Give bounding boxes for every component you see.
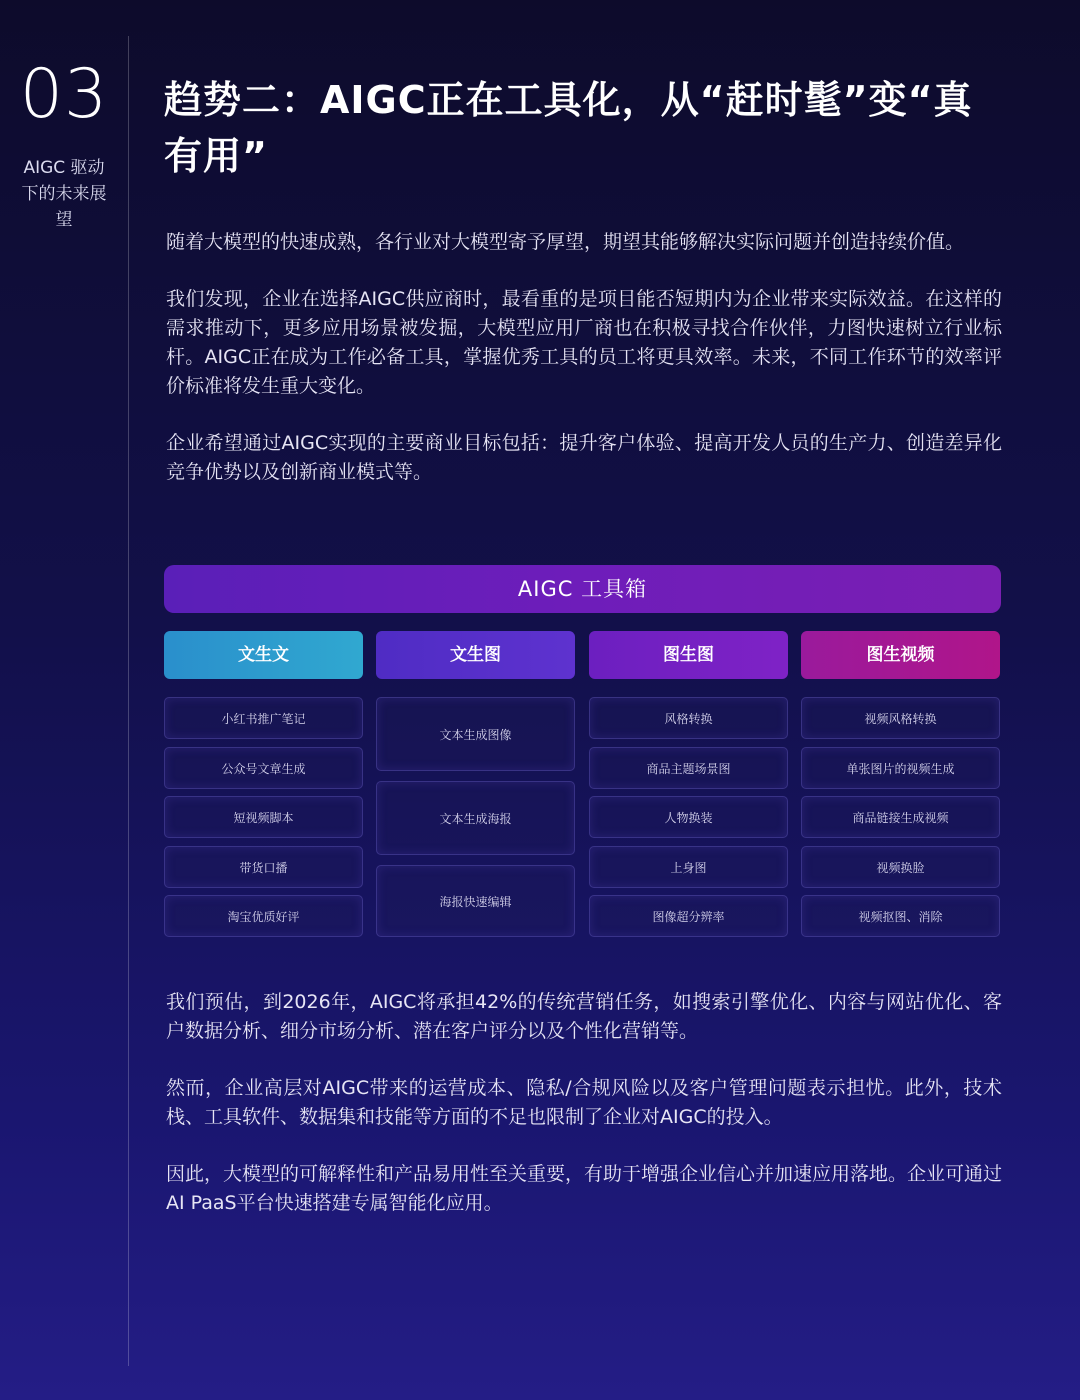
paragraph: 我们发现，企业在选择AIGC供应商时，最看重的是项目能否短期内为企业带来实际效益。在这样的需求推动下，更多应用场景被发掘，大模型应用厂商也在积极寻找合作伙伴，力图快速树立行业标杆。AIGC正在成为工作必备工具，掌握优秀工具的员工将更具效率。未来，不同工作环节的效率评价标准将发生重大变化。 xyxy=(166,288,1002,397)
outlook-text xyxy=(166,988,1002,1246)
paragraph: 随着大模型的快速成熟，各行业对大模型寄予厚望，期望其能够解决实际问题并创造持续价值。 xyxy=(166,231,965,253)
column-header: 文生文 xyxy=(164,631,363,679)
section-number: 03 xyxy=(19,55,109,134)
paragraph: 然而，企业高层对AIGC带来的运营成本、隐私/合规风险以及客户管理问题表示担忧。此外，技术栈、工具软件、数据集和技能等方面的不足也限制了企业对AIGC的投入。 xyxy=(166,1077,1002,1128)
tool-item: 商品链接生成视频 xyxy=(801,796,1000,838)
paragraph: 企业希望通过AIGC实现的主要商业目标包括：提升客户体验、提高开发人员的生产力、创造差异化竞争优势以及创新商业模式等。 xyxy=(166,432,1002,483)
page-title: 趋势二：AIGC正在工具化，从“赶时髦”变“真有用” xyxy=(164,78,973,178)
tool-item: 文本生成图像 xyxy=(376,697,575,771)
toolbox-column-text-to-text xyxy=(164,631,363,941)
tool-item: 带货口播 xyxy=(164,846,363,888)
tool-item: 上身图 xyxy=(589,846,788,888)
tool-item: 图像超分辨率 xyxy=(589,895,788,937)
column-header: 图生图 xyxy=(589,631,788,679)
tool-item: 风格转换 xyxy=(589,697,788,739)
tool-item: 公众号文章生成 xyxy=(164,747,363,789)
toolbox-column-image-to-video xyxy=(801,631,1000,941)
tool-item: 小红书推广笔记 xyxy=(164,697,363,739)
intro-text xyxy=(166,228,1002,487)
tool-item: 视频抠图、消除 xyxy=(801,895,1000,937)
toolbox-column-image-to-image xyxy=(589,631,788,941)
section-label: AIGC 驱动下的未来展望 xyxy=(21,158,107,230)
paragraph: 因此，大模型的可解释性和产品易用性至关重要，有助于增强企业信心并加速应用落地。企业可通过AI PaaS平台快速搭建专属智能化应用。 xyxy=(166,1163,1003,1214)
tool-item: 文本生成海报 xyxy=(376,781,575,855)
tool-item: 短视频脚本 xyxy=(164,796,363,838)
tool-item: 视频风格转换 xyxy=(801,697,1000,739)
toolbox-column-text-to-image xyxy=(376,631,575,941)
tool-item: 人物换装 xyxy=(589,796,788,838)
tool-item: 单张图片的视频生成 xyxy=(801,747,1000,789)
column-header: 文生图 xyxy=(376,631,575,679)
tool-item: 淘宝优质好评 xyxy=(164,895,363,937)
section-marker xyxy=(0,55,128,233)
tool-item: 商品主题场景图 xyxy=(589,747,788,789)
column-header: 图生视频 xyxy=(801,631,1000,679)
tool-item: 海报快速编辑 xyxy=(376,865,575,937)
toolbox-title: AIGC 工具箱 xyxy=(164,565,1001,613)
vertical-divider xyxy=(128,36,129,1366)
paragraph: 我们预估，到2026年，AIGC将承担42%的传统营销任务，如搜索引擎优化、内容与网站优化、客户数据分析、细分市场分析、潜在客户评分以及个性化营销等。 xyxy=(166,991,1002,1042)
aigc-toolbox xyxy=(164,565,1001,940)
tool-item: 视频换脸 xyxy=(801,846,1000,888)
